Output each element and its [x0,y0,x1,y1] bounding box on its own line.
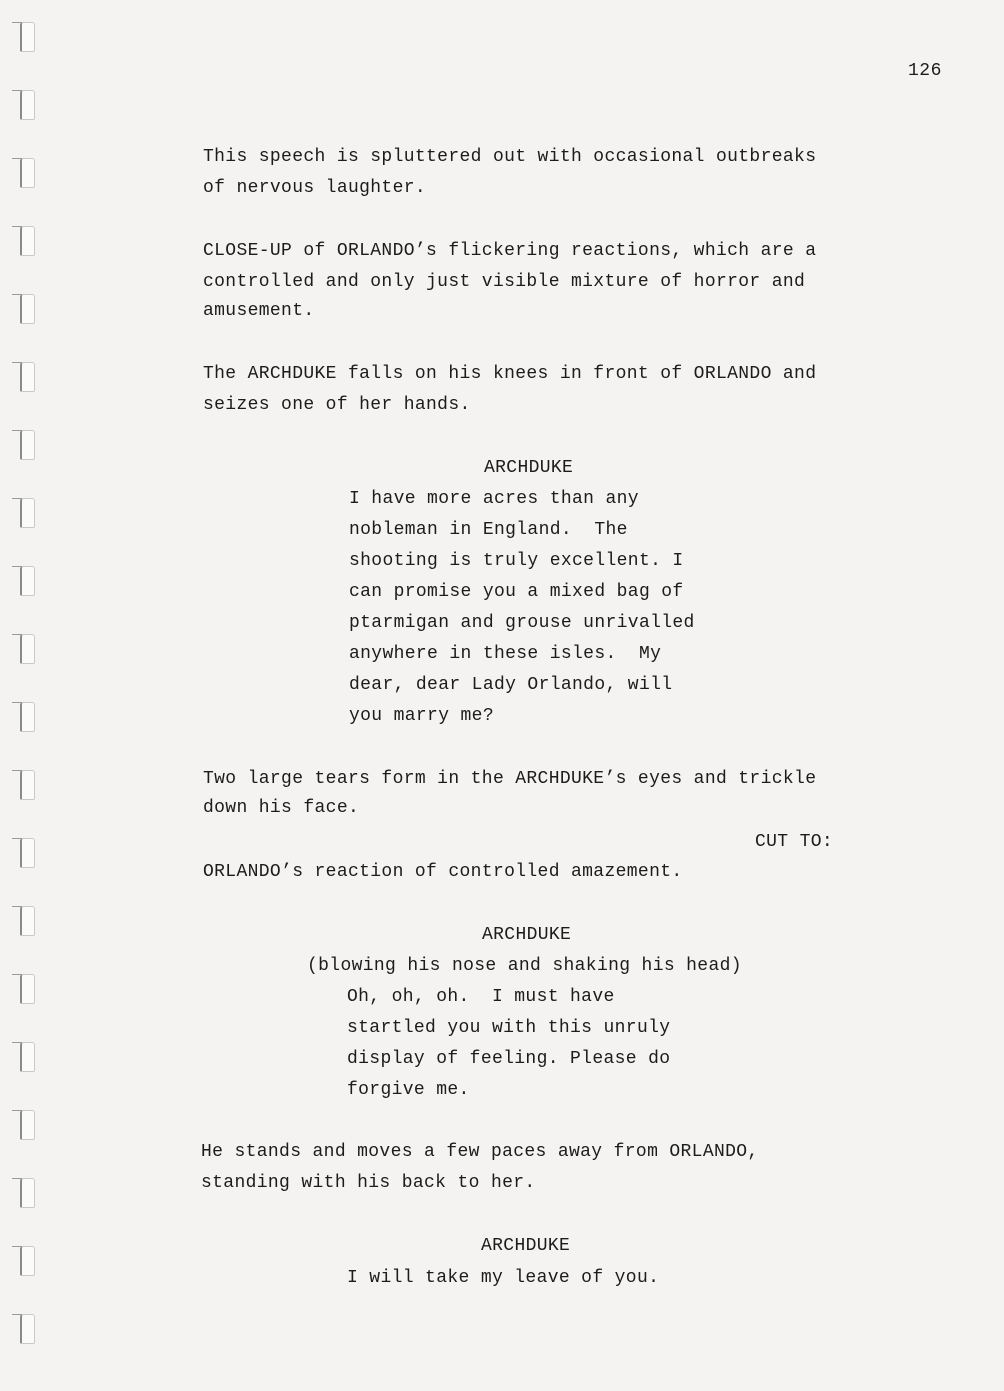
page-number: 126 [908,61,942,81]
binding-hole [20,1314,35,1344]
dialogue-line: I will take my leave of you. [347,1268,660,1288]
dialogue-line: nobleman in England. The [349,520,628,540]
action-line: seizes one of her hands. [203,395,471,415]
action-line: This speech is spluttered out with occasional outbreaks [203,147,817,167]
action-line: amusement. [203,301,315,321]
binding-hole [20,90,35,120]
binding-hole [20,362,35,392]
dialogue-line: display of feeling. Please do [347,1049,671,1069]
action-line: ORLANDO’s reaction of controlled amazement. [203,862,683,882]
dialogue-line: can promise you a mixed bag of [349,582,684,602]
dialogue-line: I have more acres than any [349,489,639,509]
binding-hole [20,158,35,188]
transition: CUT TO: [755,832,834,852]
binding-hole [20,838,35,868]
action-line: down his face. [203,798,360,818]
character-cue: ARCHDUKE [484,458,574,478]
action-line: He stands and moves a few paces away from ORLANDO, [201,1142,759,1162]
action-line: of nervous laughter. [203,178,427,198]
binding-hole [20,1178,35,1208]
dialogue-line: ptarmigan and grouse unrivalled [349,613,695,633]
action-line: The ARCHDUKE falls on his knees in front of ORLANDO and [203,364,817,384]
binding-hole [20,566,35,596]
dialogue-line: anywhere in these isles. My [349,644,662,664]
binding-hole [20,430,35,460]
binding-hole [20,1246,35,1276]
dialogue-line: startled you with this unruly [347,1018,671,1038]
binding-hole [20,770,35,800]
character-cue: ARCHDUKE [482,925,572,945]
binding-hole [20,226,35,256]
action-line: standing with his back to her. [201,1173,536,1193]
dialogue-line: dear, dear Lady Orlando, will [349,675,673,695]
dialogue-line: forgive me. [347,1080,470,1100]
binding-hole [20,906,35,936]
binding-hole [20,1042,35,1072]
binding-hole [20,22,35,52]
action-line: controlled and only just visible mixture of horror and [203,272,806,292]
binding-hole [20,974,35,1004]
spiral-binding [14,0,44,1391]
action-line: CLOSE-UP of ORLANDO’s flickering reactions, which are a [203,241,817,261]
action-line: Two large tears form in the ARCHDUKE’s eyes and trickle [203,769,817,789]
binding-hole [20,634,35,664]
dialogue-line: Oh, oh, oh. I must have [347,987,615,1007]
parenthetical: (blowing his nose and shaking his head) [307,956,742,976]
binding-hole [20,1110,35,1140]
binding-hole [20,498,35,528]
dialogue-line: shooting is truly excellent. I [349,551,684,571]
binding-hole [20,294,35,324]
binding-hole [20,702,35,732]
character-cue: ARCHDUKE [481,1236,571,1256]
dialogue-line: you marry me? [349,706,494,726]
